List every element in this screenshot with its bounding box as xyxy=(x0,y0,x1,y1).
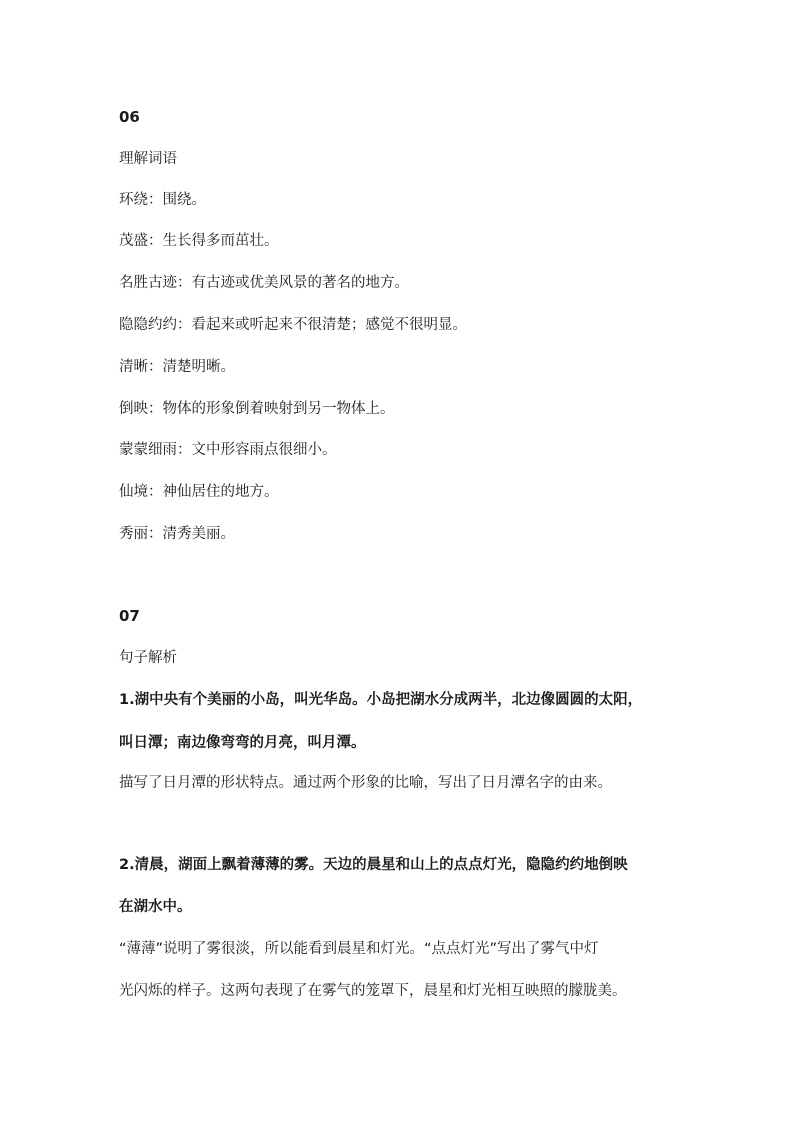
section-number: 06 xyxy=(119,108,140,126)
section-number: 07 xyxy=(119,607,140,625)
vocab-entry: 清晰：清楚明晰。 xyxy=(119,359,235,375)
vocab-entry: 仙境：神仙居住的地方。 xyxy=(119,484,279,500)
vocab-entry: 隐隐约约：看起来或听起来不很清楚；感觉不很明显。 xyxy=(119,317,467,333)
vocab-entry: 秀丽：清秀美丽。 xyxy=(119,526,235,542)
vocab-entry: 蒙蒙细雨：文中形容雨点很细小。 xyxy=(119,442,337,458)
vocab-entry: 环绕：围绕。 xyxy=(119,192,206,208)
analysis-text: 光闪烁的样子。这两句表现了在雾气的笼罩下，晨星和灯光相互映照的朦胧美。 xyxy=(119,983,627,999)
section-title: 句子解析 xyxy=(119,650,177,666)
sentence-text: 2.清晨，湖面上飘着薄薄的雾。天边的晨星和山上的点点灯光，隐隐约约地倒映 xyxy=(119,857,628,873)
sentence-text: 在湖水中。 xyxy=(119,899,192,915)
sentence-text: 1.湖中央有个美丽的小岛，叫光华岛。小岛把湖水分成两半，北边像圆圆的太阳， xyxy=(119,692,643,708)
analysis-text: “薄薄”说明了雾很淡，所以能看到晨星和灯光。“点点灯光”写出了雾气中灯 xyxy=(119,941,599,957)
sentence-text: 叫日潭；南边像弯弯的月亮，叫月潭。 xyxy=(119,735,366,751)
section-title: 理解词语 xyxy=(119,151,177,167)
analysis-text: 描写了日月潭的形状特点。通过两个形象的比喻，写出了日月潭名字的由来。 xyxy=(119,775,612,791)
vocab-entry: 倒映：物体的形象倒着映射到另一物体上。 xyxy=(119,401,395,417)
vocab-entry: 名胜古迹：有古迹或优美风景的著名的地方。 xyxy=(119,275,409,291)
vocab-entry: 茂盛：生长得多而茁壮。 xyxy=(119,233,279,249)
